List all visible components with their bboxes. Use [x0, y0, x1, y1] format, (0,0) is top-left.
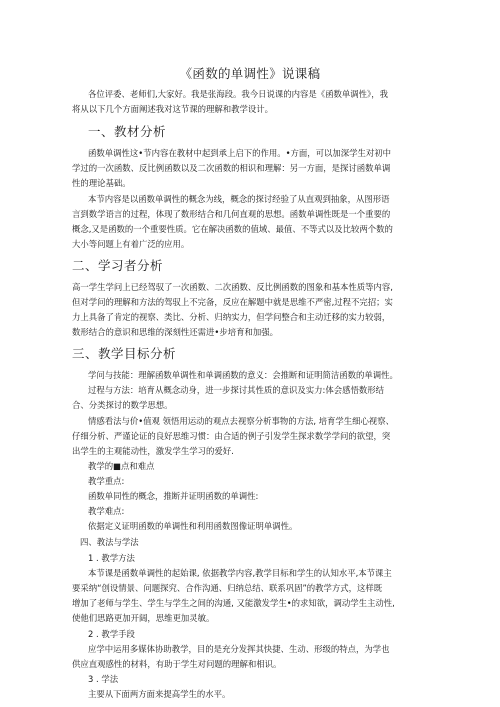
paragraph-line: 大小等问题上有着广泛的应用。	[72, 239, 190, 249]
paragraph-line: 合、分类探讨的数学思想。	[72, 400, 173, 410]
paragraph-line: 情感看法与价•值观 领悟用运动的观点去视察分析事物的方法, 培育学生细心视察、	[88, 416, 395, 426]
section-heading-materials: 一、教材分析	[88, 124, 167, 139]
paragraph-line: 依据定义证明函数的单调性和利用函数图像证明单调性。	[88, 521, 298, 531]
paragraph-line: 但对学问的理解和方法的驾驭上不完备，反应在解题中就是思维不严密,过程不完招；实	[72, 297, 393, 307]
paragraph-line: 言到数学语言的过程，体现了数形结合和几何直观的思想。函数单调性既是一个重要的	[72, 209, 391, 219]
paragraph-line: 函数单同性的概念，推断并证明函数的单调性:	[88, 491, 259, 501]
intro-line-1: 各位评委、老师们,大家好。我是张海段。我今日说课的内容是《函数单调性》，我	[88, 89, 388, 99]
paragraph-line: 概念,又是函数的一个重要性质。它在解决函数的值域、最值、不等式以及比较两个数的	[72, 224, 393, 234]
paragraph-line: 函数单调性这•节内容在教材中起到承上启下的作用。•方面，可以加深学生对初中	[88, 148, 392, 158]
paragraph-line: 使他们思路更加开阔，思维更加灵敏。	[72, 613, 215, 623]
paragraph-line: 要采纳“创设情景、问题探究、合作沟通、归纳总结、联系巩固”的教学方式，这样既	[72, 583, 383, 593]
paragraph-line: 性的理论基础。	[72, 178, 131, 188]
paragraph-line: 过程与方法：培育从概念动身，进一步探讨其性质的意识及实力:体会感悟数形结	[88, 385, 384, 395]
section-heading-methods: 四、教法与学法	[80, 537, 139, 547]
paragraph-line: 数形结合的意识和思维的深刻性还需进•步培育和加强。	[72, 327, 278, 337]
paragraph-line: 教学重点:	[88, 476, 125, 486]
paragraph-line: 教学难点:	[88, 506, 125, 516]
subsection-label: 3 . 学法	[88, 674, 119, 684]
paragraph-line: 应学中运用多媒体协助教学，目的是充分发挥其快捷、生动、形级的特点，为学也	[88, 644, 390, 654]
paragraph-line: 学问与技能：理解函数单调性和单调函数的意义：会推断和证明简洁函数的单调性。	[88, 370, 398, 380]
paragraph-line: 教学的■点和难点	[88, 461, 155, 471]
paragraph-line: 供应直观感性的材料，有助于学生对问题的理解和相识。	[72, 659, 282, 669]
paragraph-line: 高一学生学问上已经驾驭了一次函数、二次函数、反比例函数的图象和基本性质等内容,	[72, 282, 393, 292]
section-heading-learners: 二、学习者分析	[72, 258, 164, 273]
intro-line-2: 将从以下几个方面阐述我对这节课的理解和教学设计。	[72, 104, 273, 114]
paragraph-line: 主要从下面两方面来提高学生的水平。	[88, 689, 231, 699]
section-heading-objectives: 三、教学目标分析	[72, 346, 177, 361]
paragraph-line: 学过的一次函数、反比例函数以及二次函数的相识和理解：另一方面，是探讨函数单调	[72, 163, 391, 173]
subsection-label: 1 . 教学方法	[88, 553, 135, 563]
paragraph-line: 本节课是函数单调性的起始课, 依据教学内容,教学目标和学生的认知水平,本节课主	[88, 568, 392, 578]
paragraph-line: 增加了老师与学生、学生与学生之间的沟通, 又能激发学生•的求知欲，调动学生主动性,	[72, 598, 395, 608]
paragraph-line: 仔细分析、严谨论证的良好思维习惯：由合适的例子引发学生探求数学学问的欲望，突	[72, 431, 391, 441]
document-title: 《函数的单调性》说课稿	[179, 66, 321, 81]
paragraph-line: 本节内容是以函数单调性的概念为线，概念的探讨经验了从直观到抽象，从图形语	[88, 194, 390, 204]
paragraph-line: 力上具备了肯定的视察、类比、分析、归纳实力，但学问整合和主动迁移的实力较弱，	[72, 312, 391, 322]
subsection-label: 2 . 教学手段	[88, 629, 135, 639]
paragraph-line: 出学生的主观能动性，激发学生学习的爱好.	[72, 446, 234, 456]
